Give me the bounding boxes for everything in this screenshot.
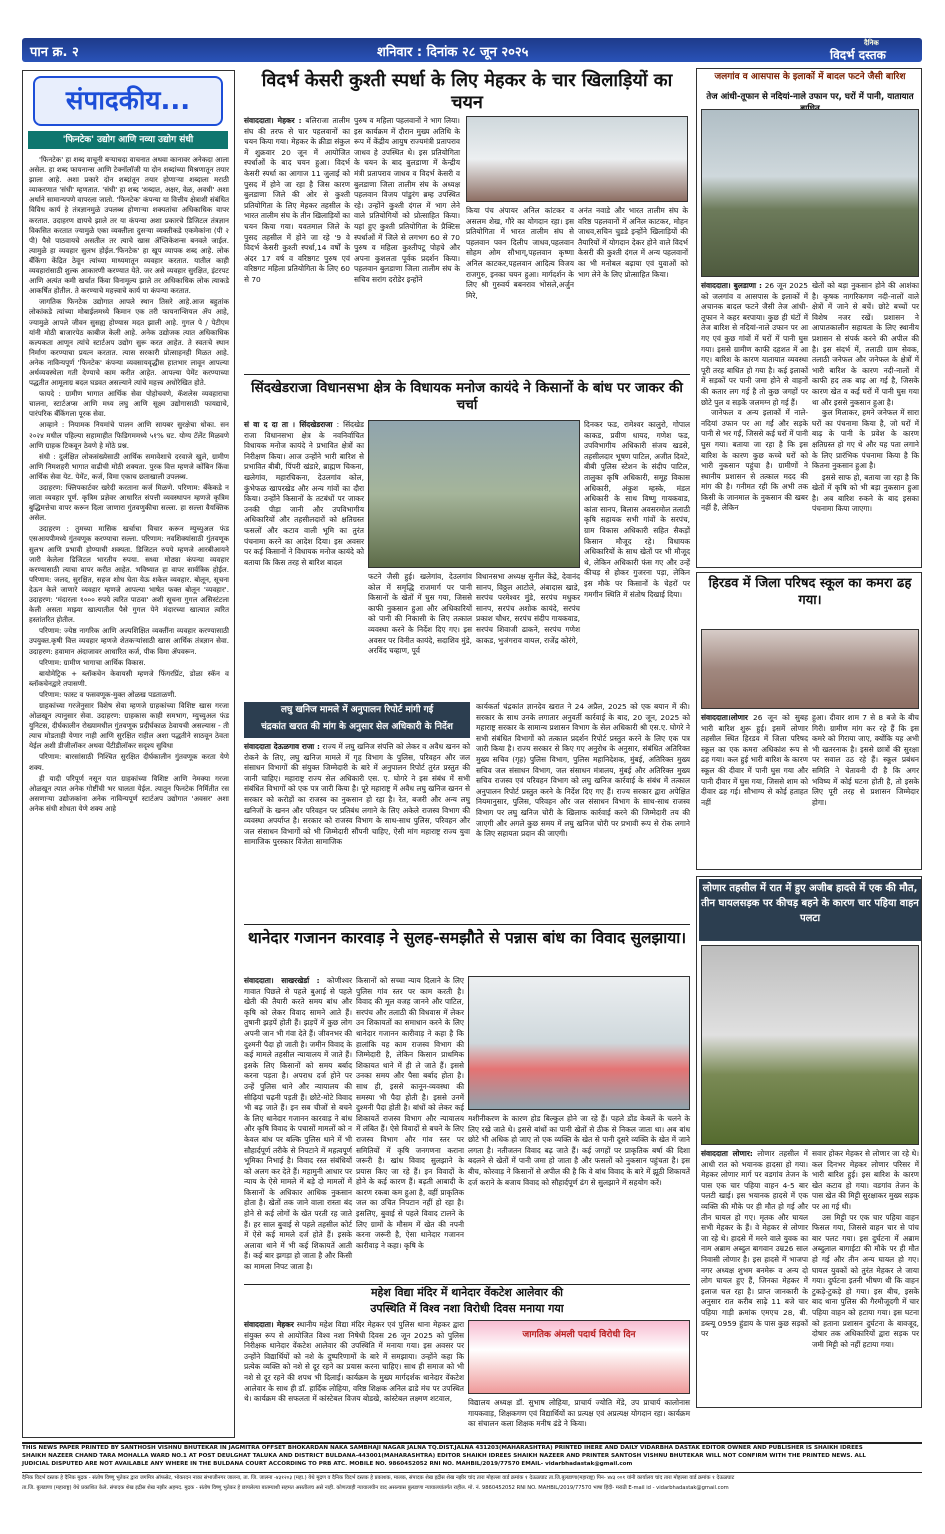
story2-box — [696, 68, 922, 568]
story6-caption: मशीनीकरण के कारण होड बिल्कुल होने जा रहे हैं। पहले डोंड केबलें के चलने के लिए रखे जाते थे। इससे बांधों का पानी खेतों से ठीक से निकल जाता था। अब बांध छोटे भी अधिक हो जाए तो एक व्यक्ति के खेत से पानी दूसरे व्यक्ति के खेत में जाने लगता है। नतीजतन विवाद बढ़ जाते हैं। कई जगहों पर प्राकृतिक बर्षा की दिशा बदलने से खेतों में पानी जमा हो जाता है और फसलों को नुकसान पहुंचता है। इस बीच, कोरवाड़ ने किसानों से अपील की है कि वे बांध विवाद के बारे में झूठी शिकायतें दर्ज कराने के बजाय विवाद को सौहार्दपूर्ण ढंग से सुलझाने में सहयोग करें। — [468, 1114, 690, 1187]
editorial-para: उदाहरण : तुमच्या मासिक खर्चाचा विचार करून म्युच्युअल फंड एसआयपीमध्ये गुंतवणूक करण्याचा सल्ला. परिणाम: नवशिक्यांसाठी गुंतवणूक सुलभ आणि प्रभावी होण्याची शक्यता. डिजिटल रुपये म्हणजे आरबीआयने जारी केलेला डिजिटल भारतीय रुपया. सध्या मोठ्या कंपन्या व्यवहार करण्यासाठी त्याचा वापर करीत आहेत. भविष्यात हा वापर सार्वत्रिक होईल. परिणाम: जलद, सुरक्षित, सहज शोध घेता येऊ शकेल व्यवहार. बोलून, सूचना देऊन केले जाणारे व्यवहार म्हणजे आपल्या भाषेत फक्त बोलून 'व्यवहार'. उदाहरण: 'मंदारला १००० रुपये त्वरित पाठवा' अशी सूचना गुगल असिस्टंटला केली असता माझ्या खात्यातील पैसे गुगल पेने मंदारच्या खात्यात त्वरित हस्तांतरित होतील. — [29, 524, 229, 625]
footer-line2: SHAIKH NAZEER CHAND TARA MOHALLA WARD NO.1 AT POST DEULGHAT TALUKA AND DISTRICT BULDANA-443001(MAHARASHTRA) EDITOR SHAIKH IDREES SHAIKH NAZEER AND PRINTER SANTOSH VISHNU BHUTEKAR WILL NOT CONFIRM WITH THE PRINTED NEWS. ALL — [22, 1453, 866, 1459]
story3-text1: : सिंदखेड राजा विधानसभा क्षेत्र के नवनिर्वाचित विधायक मनोज कायंदे ने प्रभावित क्षेत्रों का निरीक्षण किया। आज उन्होंने भारी बारिश से प्रभावित बीबी, पिंपरी खंडारे, ब्राह्मण चिकना, खलेगांव, महारचिकना, देउलगांव कोल, कुंभेफळ खापरखेड और अन्य गांवों का दौरा किया। उन्होंने किसानों के तटबंधों पर जाकर उनकी पीड़ा जानी और उपविभागीय अधिकारियों और तहसीलदारों को क्षतिग्रस्त फसलों और कटाव वाली भूमि का तुरंत पंचनामा करने का आदेश दिया। इस अवसर पर कई किसानों ने विधायक मनोज कायंदे को बताया कि किस तरह से बारिश बादल — [244, 420, 364, 567]
issue-date: शनिवार : दिनांक २८ जून २०२५ — [377, 45, 529, 60]
page-number: पान क्र. २ — [30, 45, 79, 60]
story3-caption: फटने जैसी हुई। खलेगांव, देउलगांव कोल में समृद्धि राजमार्ग पर पानी किसानों के खेतों में घुस गया, जिससे काफी नुकसान हुआ और अधिकारियों को पानी की निकासी के लिए तत्काल व्यवस्था करने के निर्देश दिए गए। इस अवसर पर विनीत कायंदे, सदाशिव मुंडे, अरविंद चव्हाण, पूर्व — [368, 572, 472, 656]
story8-caption: विद्यालय अध्यक्ष डॉ. सुभाष लोहिया, प्राचार्य ज्योति मेंडे, उप प्राचार्य कालोनास गायकवाड़, शिक्षकगण एवं विद्यार्थियों का प्रत्यक्ष एवं अप्रत्यक्ष योगदान रहा। कार्यक्रम का संचालन कला शिक्षक मनीष ढंडे ने किया। — [468, 1398, 690, 1429]
story2-headline: जलगांव व आसपास के इलाकों में बादल फटने जैसी बारिश — [714, 72, 906, 82]
story8-photo — [468, 1320, 690, 1394]
story2-dateline: संवाददाता। बुलडाणा : — [701, 281, 762, 290]
masthead-bar — [22, 38, 922, 62]
footer-line1: THIS NEWS PAPER PRINTED BY SANTHOSH VISHNU BHUTEKAR IN JAGMITRA OFFSET BHOKARDAN NAKA SAMBHAJI NAGAR JALNA TQ.DIST.JALNA 431203(MAHARASHTRA) PRINTED IHERE AND DAILY VIDARBHA DASTAK EDITOR OWNER AND PUBLISHER IS SHAIKH IDREES — [22, 1445, 863, 1451]
story1-photo — [466, 116, 688, 202]
story2-photo — [701, 109, 919, 277]
paper-small: दैनिक — [864, 39, 879, 47]
divider — [244, 924, 690, 925]
story4-box — [696, 572, 922, 870]
story7-text2: सवार होकर मेहकर से लोणार जा रहे थे। कल दिनभर मेहकर लोणार परिसर में भारी बारिश हुई। इस बारिश के कारण खेत कटाव हो गया। वडगांव तेजन के पास खेत की मिट्टी सुरक्षाकर मुख्य सड़क पर आ गई थी। — [812, 1149, 919, 1211]
story4-dateline: संवाददाता।लोणार — [701, 713, 748, 722]
story3-dateline: सं वा द दा ता । सिंदखेडराजा — [244, 420, 333, 429]
editorial-para: 'फिनटेक' हा शब्द वाचूनी बऱ्याचदा वाचनात अथवा कानावर अनेकदा आला असेल. हा शब्द फायनान्स आणि टेक्नॉलॉजी या दोन शब्दांच्या मिश्रणातून तयार झाला आहे. अशा प्रकारे दोन शब्दांतून तयार होणाऱ्या शब्दाला मराठी व्याकरणात 'संधी' म्हणतात. 'संधी' हा शब्द 'शब्दात, अक्षर, वेळ, अवधी' अशा अर्थाने सामान्यपणे वापरला जातो. 'फिनटेक' कंपन्या या वित्तीय क्षेत्राशी संबंधित विविध कार्य हे तंत्रज्ञानमुळे उपलब्ध होणाऱ्या शक्यतांचा अधिकाधिक वापर करतात. उदाहरण द्यायचे झाले तर या कंपन्या अशा प्रकारचे डिजिटल तंत्रज्ञान विकसित करतात ज्यामुळे एका व्यक्तीला दुसऱ्या व्यक्तीकडे एकमेकांना (पी २ पी) पैसे पाठवायचे असतील तर त्याचे खास ॲप्लिकेशन्स बनवले जाईल. त्यामुळे हा व्यवहार सुलभ होईल.'फिनटेक' हा खूप व्यापक शब्द आहे. लोक बँकिंगा केंद्रित ठेवून त्यांच्या माध्यमातून व्यवहार करतात. यातील काही व्यवहारांसाठी शुल्क आकारणी करण्यात येते. जर असे व्यवहार सुरक्षित, इंटरपट आणि अत्यंत कमी खर्चात किंवा विनामूल्य झाले तर अधिकाधिक लोक त्याकडे आकर्षित होतील. ते करण्याचे महत्त्वाचे कार्य या कंपन्या करतात. — [29, 155, 229, 296]
editorial-para: परिणाम: फास्ट व फसवणूक-मुक्त ओळख पडताळणी. — [39, 689, 177, 699]
editorial-para: परिणाम: ज्येष्ठ नागरिक आणि अल्पशिक्षित व्यक्तींना व्यवहार करण्यासाठी उपयुक्त.कृषी वित्त व्यवहार म्हणजे शेतकऱ्यांसाठी खास आर्थिक तंत्रज्ञान सेवा. उदाहरण: हवामान अंदाजावर आधारित कर्ज, पीक विमा ॲपवरून. — [29, 626, 229, 656]
editorial-title: संपादकीय... — [65, 86, 191, 116]
editorial-para: ग्राहकांच्या गरजेनुसार विशेष सेवा म्हणजे ग्राहकांच्या विशिष्ट खास गरजा ओळखून त्यानुसार सेवा. उदाहरण: ग्राहकास काही समभाग, म्युच्युअल फंड युनिटस, दीर्घकालीन रोख्यामधील गुंतवणूक प्रदीर्घकाळ ठेवायची असल्यास - ती त्याच मोडताही येणार नाही आणि सुरक्षित राहील अशा पद्धतीने साठवून ठेवता येईल अशी डीजीलॉकर अथवा पेंटीडीलॉकर सदृश्य सुविधा — [29, 700, 229, 751]
editorial-para: परिणाम: ग्रामीण भागाचा आर्थिक विकास. — [39, 657, 146, 667]
story5-col2: कार्यकर्ता चंद्रकांत ज्ञानदेव खरात ने 24 अप्रैल, 2025 को एक बयान में की। सरकार के साथ उनके लगातार अनुवर्ती कार्रवाई के बाद, 20 जून, 2025 को महाराष्ट्र सरकार के सामान्य प्रशासन विभाग के सेल अधिकारी श्री एस.ए. घोगरे ने सभी संबंधित विभागों को तत्काल प्रदर्शन रिपोर्ट प्रस्तुत करने के लिए एक पत्र जारी किया है। राज्य सरकार से किए गए अनुरोध के अनुसार, संबंधित अतिरिक्त मुख्य सचिव (गृह) पुलिस विभाग, पुलिस महानिदेशक, मुंबई, अतिरिक्त मुख्य सचिव जल संसाधन विभाग, जल संसाधन मंत्रालय, मुंबई और अतिरिक्त मुख्य सचिव राजस्व एवं परिवहन विभाग को लघु खनिज कार्रवाई के संबंध में तत्काल अनुपालन रिपोर्ट प्रस्तुत करने के निर्देश दिए गए हैं। राज्य सरकार द्वारा अपेक्षित नियमानुसार, पुलिस, परिवहन और जल संसाधन विभाग के साथ-साथ राजस्व विभाग पर लघु खनिज चोरी के खिलाफ कार्रवाई करने की जिम्मेदारी तय की जाएगी और अगले कुछ समय में लघु खनिज चोरी पर प्रभावी रूप से रोक लगाने के लिए सहायता प्रदान की जाएगी। — [476, 702, 690, 839]
story8-dateline: संवाददाता। मेहकर — [244, 1320, 294, 1329]
story5-text1: राज्य में लघु खनिज संपत्ति को लेकर व अवैध खनन को रोकने के लिए, लघु खनिज मामले में गृह विभाग के पुलिस, परिवहन और जल संसाधन विभागों की संयुक्त जिम्मेदारी के बारे में अनुपालन रिपोर्ट तुरंत प्रस्तुत की जानी चाहिए। महाराष्ट्र राज्य सेल अधिकारी एस. ए. घोगरे ने इस संबंध में सभी संबंधित विभागों को एक पत्र जारी किया है। पूरे महाराष्ट्र में अवैध लघु खनिज खनन से सरकार को करोड़ों का राजस्व का नुकसान हो रहा है। रेत, बजरी और अन्य लघु खनिजों के खनन और परिवहन पर प्रतिबंध लगाने के लिए अकेले राजस्व विभाग की व्यवस्था अपर्याप्त है। सरकार को राजस्व विभाग के साथ-साथ पुलिस, परिवहन और जल संसाधन विभागों को भी जिम्मेदारी सौंपनी चाहिए, ऐसी मांग महाराष्ट्र राज्य युवा सामाजिक पुरस्कार विजेता सामाजिक — [244, 742, 470, 847]
story5-dateline: संवाददाता देऊळगाव राजा : — [244, 742, 320, 751]
story1-text1: बलिराजा तालीम संघ की तरफ से चार पहलवानों का चयन किया गया। मेहकर के क्रीडा संकुल में शुक्रवार 20 जून में आयोजित स्पर्धाओं के बाद चयन हुआ। विदर्भ केसरी स्पर्धा का आगाज 11 जुलाई को पुसद में होने जा रहा है जिस कारण बुलडाणा जिले की ओर से कुश्ती प्रतियोगिता के लिए मेहकर तहसील के भारत तालीम संघ के तीन खिलाड़ियों का चयन किया गया। यवतमाल जिले के पुसद तहसील में होने जा रहे '9 वे विदर्भ केसरी कुश्ती स्पर्धा,14 वर्षों के अंदर 17 वर्ष व वरिष्ठगट पुरुष एवं वरिष्ठगट महिला प्रतियोगिता के लिए 60 से 70 — [244, 116, 350, 284]
editorial-para: जागतिक फिनटेक उद्योगात आपले स्थान तिसरे आहे.आज बहुतांक लोकांकडे त्यांच्या मोबाईलमध्ये किमान एक तरी फायनान्शियल ॲप आहे, ज्यामुळे आपले जीवन सुसह्य होण्यास मदत झाली आहे. गुगल पे / पेटीएम यांनी मोठी बाजारपेठ काबीज केली आहे. अनेक उद्योजक त्यात अधिकाधिक कल्पकता आणून त्यांचे स्टार्टअप उद्योग सुरू करत आहेत. ते स्वतःचे स्थान निर्माण करण्याचा प्रयत्न करतात. त्यास सरकारी प्रोत्साहनही मिळत आहे. अनेक नाविन्यपूर्ण 'फिनटेक' कंपन्या व्यवसायवृद्धीस हातभार लावून आपल्या अर्थव्यवस्थेला गती देण्याचे काम करीत आहेत. आपल्या पेमेंट करण्याच्या पद्धतीत आमूलाग्र बदल घडवत असल्याने त्यांचे महत्त्व अधोरेखित होते. — [29, 297, 229, 388]
footer — [22, 1442, 922, 1516]
story8-headline-l2: उपस्थिति में विश्व नशा विरोधी दिवस मनाया गया — [370, 1302, 564, 1315]
story1-col4: अनंत नवाडे और भारत तालीम संघ के वरिष्ठ पहलवानों में अनिल काटकर, मोहन जाधव,सचिन चुडडे इन्होंने खिलाड़ियों की तैयारियों में योगदान देकर होने वाले विदर्भ केसरी की कुश्ती दंगल में अन्य पहलवानों का भी मनोबल बढ़ाया एवं युवाओं को भाग लेने के लिए प्रोत्साहित किया। — [578, 206, 688, 279]
footer-line3: JUDICIAL DISPUTED ARE NOT AVAILABLE ANY WHERE IN THE BULDANA COURT ACCORDING TO PRB ATC. MOBILE NO. 9860452052 RNI NO. MAHBIL/2019/77570 EMAIL- vidarbhadastak@gmail.com — [22, 1461, 633, 1467]
story2-text1b: जानेफल व अन्य इलाकों में नाले-नदियां उफान पर आ गईं और सड़के पानी से भर गईं, जिससे कई घरों में पानी घुस गया। बताया जा रहा है कि इस बारिश के कारण कुछ कच्चे घरों को भारी नुकसान पहुंचा है। ग्रामीणों ने स्थानीय प्रशासन से तत्काल मदद की मांग की है। गनीमत रही कि अभी तक किसी के जानमाल के नुकसान की खबर नहीं है, लेकिन — [701, 408, 808, 513]
story6-text1: कोणीश्वर गावात पिछले से पहले बुआई से पहले खेती की तैयारी करते समय बांध और कृषि को लेकर विवाद सामने आते हैं। तुषानी झड़पें होती हैं। झड़पें में कुछ लोग अपनी जान भी गंवा देते हैं। जीवनभर की दुश्मनी पैदा हो जाती है। जमीन विवाद के कई मामले तहसील न्यायालय में जाते हैं। इसके लिए किसानों को समय बर्बाद करना पड़ता है। अपराध दर्ज होने पर उन्हें पुलिस थाने और न्यायालय की सीढ़ियां चढ़नी पड़ती हैं। छोटे-मोटे विवाद भी बढ़ जाते हैं। इन सब चीजों से बचने के लिए थानेदार गजानन कारवाड़ ने बांध और कृषि विवाद के पचासों मामलों को न केवल बांध पर बल्कि पुलिस थाने में भी सौहार्दपूर्ण तरीके से निपटाने में महत्वपूर्ण भूमिका निभाई है। विवाद रस्त संबंधियों को अलग कर देते हैं। महामुनी आधार पर न्याय के ऐसे मामले में बड़े दो मामलों में किसानों के अधिकार आधिक नुकसान होता है। खेतों तक जाने वाला रास्ता बंद होने से कई लोगों के खेत परती रह जाते हैं। हर साल बुवाई से पहले तहसील कोर्ट में ऐसे कई मामले दर्ज होते हैं। इसके अलावा थाने में भी कई शिकायतें आती हैं। कई बार झगड़ा हो जाता है और किसी का मामला निपट जाता है। — [244, 976, 352, 1272]
story7-dateline: संवाददाता लोणार: — [701, 1149, 753, 1158]
story3-photo — [368, 420, 580, 568]
story8-text1: स्थानीय महेश विद्या मंदिर मेहकर एवं पुलिस थाना मेहकर द्वारा संयुक्त रूप से आयोजित विश्व नशा निषेधी दिवस 26 जून 2025 को पुलिस निरीक्षक थानेदार वेंकटेश आलेवार की उपस्थिति में मनाया गया। इस अवसर पर उन्होंने विद्यार्थियों को नशे के दुष्परिणामों के बारे में समझाया। उन्होंने कहा कि प्रत्येक व्यक्ति को नशे से दूर रहने का प्रयास करना चाहिए। साथ ही समाज को भी नशे से दूर रहने की शपथ भी दिलाई। कार्यक्रम के मुख्य मार्गदर्शक थानेदार वेंकटेश आलेवार के साथ ही डॉ. हार्दिक लोहिया, वरिष्ठ शिक्षक अनिल ढाडे मंच पर उपस्थित थे। कार्यक्रम की सफलता में कांस्टेबल विजय बोडखे, कांस्टेबल लक्ष्मण शटवाल, — [244, 1320, 464, 1404]
story6-dateline: संवाददाता। साखरखेर्डा : — [244, 976, 320, 985]
story2-text2c: इससे साफ हो, बताया जा रहा है कि खेतों में कृषि को भी बड़ा नुकसान हुआ है। अब बारिश रुकने के बाद इसका पंचनामा किया जाएगा। — [812, 472, 919, 514]
story2-text1: 26 जून 2025 को जलगांव व आसपास के इलाकों में अचानक बादल फटने जैसी तेज आंधी-तूफान ने कहर बरपाया। कुछ ही घंटों में तेज बारिश से नदियां-नाले उफान पर आ गए एवं कुछ गांवों में घरों में पानी घुस गया। इससे ग्रामीण काफी दहशत में आ गए। बारिश के कारण यातायात व्यवस्था पूरी तरह बाधित हो गया है। कई इलाकों में सड़कों पर पानी जमा होने से वाहनों की कतार लग गई है तो कुछ जगहों पर छोटे पुल व सड़कें जलमग्न हो गई हैं। — [701, 281, 809, 407]
editorial-title-box — [33, 76, 223, 126]
story8-headline-l1: महेश विद्या मंदिर में थानेदार वेंकटेश आलेवार की — [370, 1286, 563, 1299]
story8-headline-box — [244, 1284, 690, 1318]
story1-dateline: संवाददाता। मेहकर : — [244, 116, 302, 125]
story6-photo — [468, 976, 690, 1110]
story8-banner: जागतिक अंमली पदार्थ विरोधी दिन — [522, 1330, 636, 1340]
story6-col2: किसानों को सच्चा न्याय दिलाने के लिए पुलिस गांव स्तर पर काम करती है। विवाद की मूल वजह जानने और पाटिल, सरपंच और तलाठी की विधवास में लेकर उन शिकायतों का समाधान करने के लिए थानेदार गजानन कारीवाड़ ने कहा है कि हालांकि यह काम राजस्व विभाग की जिम्मेदारी है, लेकिन किसान प्राथमिक शिकायत थाने में ही ले जाते हैं। इससे उनका समय और पैसा बर्बाद होता है। साथ ही, इससे कानून-व्यवस्था की समस्या भी पैदा होती है। इससे उनमें दुश्मनी पैदा होती है। बांधों को लेकर कई शिकायतें राजस्व विभाग और न्यायालय में लंबित हैं। ऐसे विवादों से बचने के लिए राजस्व विभाग और गांव स्तर पर समितियों में कृषि जनगणना कराना जरूरी है। खांध विवाद सुलझाने के प्रयास किए जा रहे हैं। इन विवादों के होने के कई कारण हैं। बढ़ती आबादी के कारण रकबा कम हुआ है, वहीं प्राकृतिक जल का उचित निपटान नहीं हो रहा है। इसलिए, बुवाई से पहले विवाद टालने के लिए ग्रामों के मौसम में खेत की नपनी करना जरूरी है, ऐसा थानेदार गजानन कारीवाड़ ने कहा। कृषि के — [356, 976, 464, 1250]
editorial-para: ही यादी परिपूर्ण नसून यात ग्राहकांच्या विशिष्ट आणि नेमक्या गरजा ओळखून त्यात अनेक गोष्टींची भर घालता येईल. त्यातून फिनटेक निर्मितीत रस असणाऱ्या उद्योजकांना अनेक नाविन्यपूर्ण स्टार्टअप उद्योगात 'अवसर' अशा अनेक संधी शोधता येणे शक्य आहे — [29, 773, 229, 813]
story1-headline: विदर्भ केसरी कुश्ती स्पर्धा के लिए मेहकर के चार खिलाड़ियों का चयन — [244, 70, 690, 114]
story3-headline: सिंदखेडराजा विधानसभा क्षेत्र के विधायक मनोज कायंदे ने किसानों के बांध पर जाकर की चर्चा — [251, 380, 683, 413]
story4-headline: हिरडव में जिला परिषद स्कूल का कमरा ढह गया। — [708, 576, 912, 608]
story7-box — [696, 876, 922, 1408]
story1-caption: किया पंच अंपायर अनिल कांटकर व असलम शेख, गौरे का योगदान रहा। इस प्रतियोगिता में भारत तालीम संघ से पहलवान पवन दिलीप जाधव,पहलवान सोहम ओम सौभाग्,पहलवान कृष्णा अनिल काटकर,पहलवान आदित्य विजय राजगुरु, इनका चयन हुआ। मार्गदर्शन के लिए श्री गुरुवर्य बबनराव भोसले,अर्जुन मिरे, — [466, 206, 574, 300]
editorial-para: परिणाम: बारसांसाठी निश्चित सुरक्षित दीर्घकालीन गुंतवणूक करता येणे शक्य. — [29, 752, 229, 772]
story7-text1: लोणार तहसील में आधी रात को भयानक हादसा हो गया। मेहकर लोणार मार्ग पर वडगांव तेजन के पास एक चार पहिया वाहन 4-5 बार पलटी खाई। इस भयानक हादसे में एक व्यक्ति की मौके पर ही मौत हो गई और तीन घायल हो गए। मृतक और घायल सभी मेहकर के हैं। वे मेहकर से लोणार जा रहे थे। हादसे में मरने वाले युवक का नाम अब्राम अब्दुल बागवान उम्र26 साल निवासी लोणार है। इस हादसे में भाजपा नगर अध्यक्ष शुभम बनमेरू व अन्य दो लोग घायल हुए हैं, जिनका मेहकर में इलाज चल रहा है। प्राप्त जानकारी के अनुसार रात करीब साढ़े 11 बजे चार पहिया गाड़ी क्रमांक एमएच 28, बी. डब्ल्यू 0959 हुंडाय के पास कुछ सड़कों पर — [701, 1149, 808, 1339]
story4-col1 — [701, 713, 808, 867]
story7-photo — [701, 945, 919, 1145]
story2-sub: तेज आंधी-तूफान से नदियां-नाले उफान पर, घरों में पानी, यातायात — [706, 92, 914, 102]
story3-col4: दिनकर फड, रामेश्वर कालुरो, गोपाल काकड, प्रवीण धायद, गणेश फड, उपविभागीय अधिकारी संजय खडसे, तहसीलदार भूषण पाटिल, अजीत दिवटे, बीबी पुलिस स्टेशन के संदीप पाटिल, तालुका कृषि अधिकारी, समूह विकास अधिकारी, अंकुश म्हस्के, मंडल अधिकारी के साथ विष्णु गायकवाड, कांता सानप, बिलास अवसरमोल तलाठी कृषि सहायक सभी गांवों के सरपंच, ग्राम विकास अधिकारी सहित सैकड़ों किसान मौजूद रहे। विधायक अधिकारियों के साथ खेतों पर भी मौजूद थे, लेकिन अधिकारी फंस गए और उन्हें कीचड़ से होकर गुजरना पड़ा, लेकिन इस मौके पर किसानों के चेहरों पर गमगीन स्थिति में संतोष दिखाई दिया। — [584, 420, 690, 599]
paper-name: विदर्भ दस्तक — [830, 48, 886, 62]
story3-col1 — [244, 420, 364, 696]
story1-col1 — [244, 116, 350, 366]
story5-col1 — [244, 742, 470, 920]
story1-col2: पुरुष व महिला पहलवानों ने भाग लिया। इस कार्यक्रम में दौरान मुख्य अतिथि के रूप में केंद्रीय आयुष राज्यमंत्री प्रतापराव जाधव हे उपस्थित थे। इस प्रतियोगिता के चयन के बाद बुलडाणा में केन्द्रीय मंत्री प्रतापराव जाधव व विदर्भ केसरी व बुलडाणा जिला तालीम संघ के अध्यक्ष पहलवान विजय पांडुरंग ब्रम्ह उपस्थित रहे। उन्होंने कुश्ती दंगल में भाग लेने वाले प्रतियोगियों को प्रोत्साहित किया। यहां हुए कुश्ती प्रतियोगिता के प्रैक्टिस स्पर्धाओं में जिले से लगभग 60 से 70 पुरुष व महिला कुश्तीपटू पोहचे और अपना कुशलता पूर्वक प्रदर्शन किया। पहलवान बुलडाणा जिला तालीम संघ के सचिव सरांग दरोडेर इन्होंने — [354, 116, 460, 284]
editorial-subtitle: 'फिनटेक' उद्योग आणि नव्या उद्योग संधी — [28, 131, 228, 149]
editorial-para: आव्हाने : नियामक नियमांचे पालन आणि सायबर सुरक्षेचा धोका. सन २०२४ मधील पहिल्या सहामाहीत फिडिगममध्ये ५१% घट. योग्य टॅलेंट मिळवणे आणि ग्राहक टिकवून ठेवणे हे मोठे प्रश्न. — [29, 420, 229, 450]
story5-headline-l1: लघु खनिज मामले में अनुपालन रिपोर्ट मांगी गई — [280, 705, 434, 715]
editorial-column — [22, 70, 235, 1438]
story4-col2: हुआ। दीवार शाम 7 से 8 बजे के बीच गिरी। ग्रामीण मांग कर रहे हैं कि इस कमरे को गिराया जाए, क्योंकि यह अभी भी खतरनाक है। इससे छात्रों की सुरक्षा पर सवाल उठ रहे हैं। स्कूल प्रबंधन समिति ने चेतावनी दी है कि अगर भविष्य में कोई घटना होती है, तो इसके लिए पूरी तरह से प्रशासन जिम्मेदार होगा। — [812, 713, 919, 807]
story6-col1 — [244, 976, 352, 1278]
story2-col2 — [812, 281, 919, 565]
story5-headline-l2: चंद्रकांत खरात की मांग के अनुसार सेल अधिकारी के निर्देश — [261, 722, 453, 732]
footer-line4: दैनिक विदर्भ दस्तक हे दैनिक मुद्रक - संतोष विष्णू भुतेकर द्वारा जगमित्र ऑफसेट, भोकरदन नाका संभाजीनगर जालना, ता. जि. जालना -४३१२०३ (महा.) येथे मुद्रण व दैनिक विदर्भ दस्तक हे प्रकाशक, मालक, संपादक शेख इद्रीस शेख नझीर चांद तारा मोहल्ला वार्ड क्रमांक १ देऊळघाट ता.जि.बुलडाणा(महाराष्ट्र) पिन- ४४३ ००१ यांनी कार्यालय चांद तारा मोहल्ला वार्ड क्रमांक १ देऊळघाट — [22, 1472, 922, 1483]
editorial-para: बायोमेट्रिक + ब्लॉकचेन केवायसी म्हणजे फिंगरप्रिंट, डोळा स्कॅन व ब्लॉकचेनद्वारे तपासणी. — [29, 668, 229, 688]
footer-line5: ता.जि. बुलडाणा (महाराष्ट्र) येथे प्रकाशित केले. संपादक शेख इद्रीस शेख नझीर अहमद. मुद्रक - संतोष विष्णू भुतेकर हे छापलेल्या बातम्याशी सहमत असतीलच असे नाही. कोणत्याही न्यायालयीन वाद असल्यास बुलडाणा न्यायालयांतर्गत राहील. मो. नं. 9860452052 RNI NO. MAHBIL/2019/77570 भाषा हिंदी- मराठी E-mail id - vidarbhadastak@gmail.com — [22, 1485, 729, 1491]
editorial-body — [29, 155, 229, 1433]
editorial-para: उदाहरण: फ्लिपकार्टवर खरेदी करताना कर्ज मिळणे. परिणाम: बँकेकडे न जाता व्यवहार पूर्ण. कृत्रिम प्रज्ञेवर आधारित संपत्ती व्यवस्थापन म्हणजे कृत्रिम बुद्धिमत्तेचा वापर करून दिला जाणारा गुंतवणुकीचा सल्ला. हा सल्ला वैयक्तिक असेल. — [29, 483, 229, 523]
story2-col1 — [701, 281, 808, 565]
story7-headline: लोणार तहसील में रात में हुए अजीब हादसे में एक की मौत, तीन घायलसड़क पर कीचड़ बहने के कारण चार पहिया वाहन पलटा — [699, 879, 921, 941]
story3-col3: विधानसभा अध्यक्ष सुनील केंद्रे, देवानंद सानप, विठ्ठल आटोले, अंबादास खाडे, सरपंच परमेश्वर मुंडे, सरपंच मधुकर सानप, सरपंच अशोक कायंदे, सरपंच प्रकाश चौधर, सरपंच संदीप गायकवाड, सरपंच शिवाजी ढाकने, सरपंच गणेश काकड, भुजंगराव वायल, राजेंद्र कोरंगे, — [476, 572, 580, 645]
story5-headline-box — [244, 702, 470, 738]
story7-col2 — [812, 1149, 919, 1405]
story7-col1 — [701, 1149, 808, 1405]
divider — [244, 374, 690, 375]
story2-text2: खेतों को बड़ा नुकसान होने की आशंका है। कृषक नागरिकगण नदी-नालों वाले क्षेत्रों में जाने से बचें। छोटे बच्चों पर विशेष नजर रखें। प्रशासन ने आपातकालीन सहायता के लिए स्थानीय प्रशासन से संपर्क करने की अपील की है। इस संदर्भ में, तलाठी ग्राम सेवक, तलाठी जनेफल और जनेफल के क्षेत्रों में भारी बारिश के कारण नदी-नालों में काफी हद तक बाढ़ आ गई है, जिसके कारण खेत व कई घरों में पानी घुस गया था और इससे नुकसान हुआ है। — [812, 281, 919, 407]
story4-photo — [701, 629, 919, 709]
editorial-para: संधी : दुर्लक्षित लोकसंख्येसाठी आर्थिक समावेशाचे दरवाजे खुले, ग्रामीण आणि निमशहरी भागात वाढीची मोठी शक्यता. पुरक वित्त म्हणजे कोंबिन किंवा आर्थिक सेवा येट. पेमेंट, कर्ज, विमा एकाच छताखाली उपलब्ध. — [29, 451, 229, 481]
story6-headline: थानेदार गजानन कारवाड़ ने सुलह-समझौते से पन्नास बांध का विवाद सुलझाया। — [247, 929, 687, 947]
story8-col1 — [244, 1320, 464, 1438]
story4-text1: 26 जून को सुबह भारी बारिश शुरू हुई। इसमें लोणार तहसील स्थित हिरडव में जिला परिषद स्कूल का एक कमरा अधिकांश रूप से ढह गया। कल हुई भारी बारिश के कारण स्कूल की दीवार में पानी घुस गया और पानी दीवार में घुस गया, जिससे शाम को दीवार ढह गई। सौभाग्य से कोई हताहत नहीं — [701, 713, 808, 807]
editorial-para: फायदे : ग्रामीण भागात आर्थिक सेवा पोहोचवणे, कॅशलेस व्यवहाराचा चालना, स्टार्टअप्स आणि मध्य लघु आणि सूक्ष्म उद्योगासाठी फायद्याचे, पारंपरिक बँकिंगला पूरक सेवा. — [29, 389, 229, 419]
story7-text2b: उस मिट्टी पर एक चार पहिया वाहन फिसल गया, जिससे वाहन चार से पांच बार पलट गया। इस दुर्घटना में अब्राम अब्दुलाल बागाईटा की मौके पर ही मौत हो गई और तीन अन्य घायल हो गए। घायल युवकों को तुरंत मेहकर ले जाया गया। दुर्घटना इतनी भीषण थी कि वाहन टुकड़े-टुकड़े हो गया। इस बीच, इसके बाद थाना पुलिस की गैरमौजूदगी में चार पहिया वाहन को हटाया गया। इस घटना को हताना प्रशासन दुर्घटना के बावजूद, दोषार तक अधिकारियों द्वारा सड़क पर जमी मिट्टी को नहीं हटाया गया। — [812, 1212, 919, 1349]
story2-text2b: कुल मिलाकर, हमने जनेफल में सारा घरों का पंचनामा किया है, जो घरों में बाढ़ के पानी के प्रवेश के कारण क्षतिग्रस्त हो गए थे और यह पता लगाने के लिए प्रारंभिक पंचनामा किया है कि कितना नुकसान हुआ है। — [812, 408, 919, 471]
